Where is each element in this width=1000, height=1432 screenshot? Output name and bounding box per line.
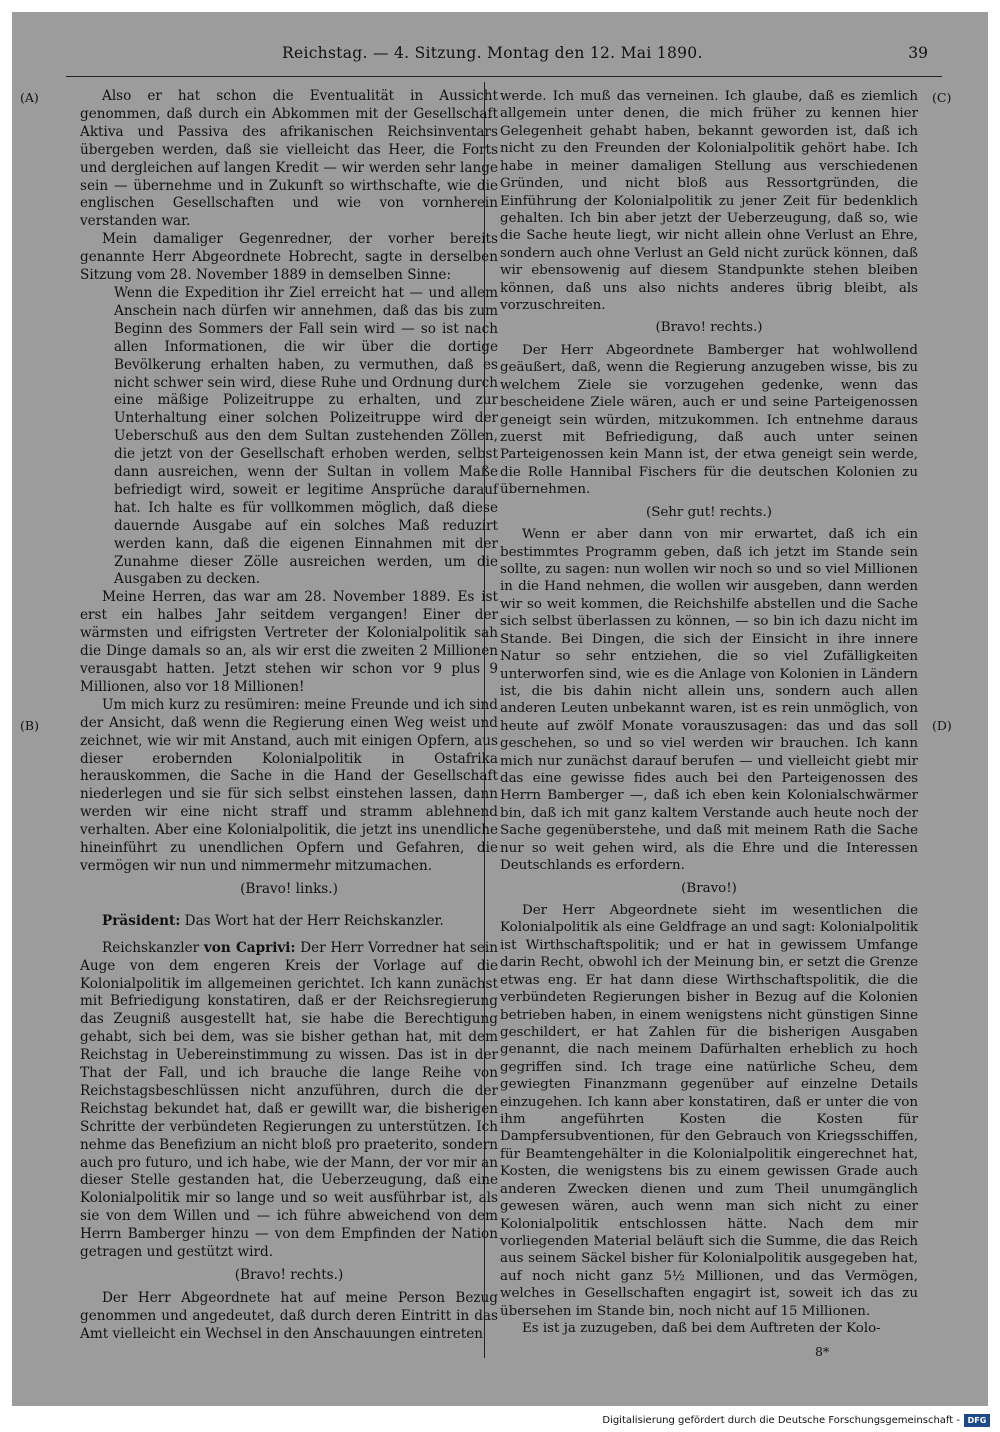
- paragraph: Meine Herren, das war am 28. November 1889. Es ist erst ein halbes Jahr seitdem vergangen! Einer der wärmsten und eifrigsten Vertreter der Kolonialpolitik sah die Dinge damals so an, als wir erst die zweiten 2 Millionen verausgabt hatten. Jetzt stehen wir schon vor 9 plus 9 Millionen, also vor 18 Millionen!: [80, 589, 498, 695]
- paragraph: Der Herr Abgeordnete Bamberger hat wohlwollend geäußert, daß, wenn die Regierung anzugeben wisse, bis zu welchem Ziele sie vorzugehen gedenke, wenn das bescheidene Ziele wären, auch er und seine Parteigenossen geneigt sein würden, mitzukommen. Ich entnehme daraus zuerst mit Befriedigung, daß auch unter seinen Parteigenossen kein Mann ist, der etwa geneigt sein werde, die Rolle Hannibal Fischers für die deutschen Kolonien zu übernehmen.: [500, 342, 918, 498]
- paragraph: Der Herr Abgeordnete hat auf meine Person Bezug genommen und angedeutet, daß durch deren Eintritt in das Amt vielleicht ein Wechsel in den Anschauungen eintreten: [80, 1289, 498, 1342]
- block-quote: Wenn die Expedition ihr Ziel erreicht hat — und allem Anschein nach dürfen wir annehmen, daß das bis zum Beginn des Sommers der Fall sein wird — so ist nach allen Informationen, die wir über die dortige Bevölkerung erhalten haben, zu vermuthen, daß es nicht schwer sein wird, diese Ruhe und Ordnung durch eine mäßige Polizeitruppe zu erhalten, und zur Unterhaltung einer solchen Polizeitruppe wird der Ueberschuß aus den dem Sultan zustehenden Zöllen, die jetzt von der Gesellschaft erhoben werden, selbst dann ausreichen, wenn der Sultan in vollem Maße befriedigt wird, soweit er legitime Ansprüche darauf hat. Ich halte es für vollkommen möglich, daß diese dauernde Ausgabe auf ein solches Maß reduzirt werden kann, daß die eigenen Einnahmen mit der Zunahme dieser Zölle ausreichen werden, um die Ausgaben zu decken.: [114, 284, 498, 588]
- funding-note: Digitalisierung gefördert durch die Deutsche Forschungsgemeinschaft -: [602, 1415, 960, 1426]
- paragraph: Also er hat schon die Eventualität in Aussicht genommen, daß durch ein Abkommen mit der Gesellschaft Aktiva und Passiva des afrikanischen Reichsinventars übergeben werden, daß sie vielleicht das Heer, die Forts und dergleichen auf langen Kredit — wir werden sehr lange sein — übernehme und in Zukunft so wirthschafte, wie die englischen Gesellschaften und wie von vornherein verstanden war.: [80, 88, 498, 230]
- margin-marker-c: (C): [932, 90, 952, 105]
- footer: [0, 1412, 1000, 1432]
- president-statement: [80, 913, 498, 931]
- right-column: [500, 88, 918, 1338]
- dfg-logo: DFG: [964, 1414, 990, 1427]
- page-number: 39: [908, 44, 928, 62]
- paragraph: Mein damaliger Gegenredner, der vorher bereits genannte Herr Abgeordnete Hobrecht, sagte in derselben Sitzung vom 28. November 1889 in demselben Sinne:: [80, 231, 498, 284]
- paragraph: Wenn er aber dann von mir erwartet, daß ich ein bestimmtes Programm geben, daß ich jetzt im Stande sein sollte, zu sagen: nun wollen wir noch so und so viel Millionen in die Hand nehmen, die wollen wir ausgeben, dann werden wir so weit kommen, die Reichshilfe abstellen und die Sache sich selbst überlassen zu können, — so bin ich dazu nicht im Stande. Bei Dingen, die sich der Einsicht in ihre innere Natur so sehr entziehen, die so viel Zufälligkeiten unterworfen sind, wie es die Anlage von Kolonien in Ländern ist, die bis dahin nicht allein uns, sondern auch allen anderen Leuten unbekannt waren, ist es rein unmöglich, von heute auf zwölf Monate vorauszusagen: das und das soll geschehen, so und so viel werden wir brauchen. Ich kann mich nur zunächst darauf berufen — und vielleicht giebt mir das eine gewisse fides auch bei den Parteigenossen des Herrn Bamberger —, daß ich eben kein Kolonialschwärmer bin, daß ich mit ganz kaltem Verstande auch heute noch der Sache gegenüberstehe, und daß mit meinem Rath die Sache nur so weit gehen wird, als die Ehre und die Interessen Deutschlands es erfordern.: [500, 527, 918, 874]
- scanned-page: [12, 12, 988, 1406]
- speech-text: Der Herr Vorredner hat sein Auge von dem engeren Kreis der Vorlage auf die Kolonialpolitik im allgemeinen gerichtet. Ich kann zunächst mit Befriedigung konstatiren, daß er der Reichsregierung das Zeugniß ausgestellt hat, sie habe die Berechtigung gehabt, sich bei dem, was sie bisher gethan hat, mit dem Reichstag in Uebereinstimmung zu wissen. Das ist in der That der Fall, und ich brauche die lange Reihe von Reichstagsbeschlüssen nicht anzuführen, durch die der Reichstag bekundet hat, daß er gewillt war, die bisherigen Schritte der verbündeten Regierungen zu unterstützen. Ich nehme das Benefizium an nicht bloß pro praeterito, sondern auch pro futuro, und ich habe, wie der Mann, der vor mir an dieser Stelle gestanden hat, die Ueberzeugung, daß eine Kolonialpolitik mir so lange und so weit ausführbar ist, als sie von dem Willen und — ich führe abweichend von dem Herrn Bamberger hinzu — von dem Empfinden der Nation getragen und gestützt wird.: [80, 939, 498, 1261]
- speaker-name: von Caprivi:: [203, 939, 296, 956]
- margin-marker-a: (A): [20, 90, 39, 105]
- page-header: [12, 42, 988, 66]
- speaker-label: Präsident:: [102, 912, 181, 929]
- margin-marker-d: (D): [932, 718, 952, 733]
- signature-mark: 8*: [815, 1344, 830, 1359]
- applause-note: (Bravo!): [681, 880, 737, 896]
- applause-note: (Bravo! rechts.): [234, 1267, 344, 1283]
- chancellor-statement: [80, 940, 498, 1262]
- speech-text: Das Wort hat der Herr Reichskanzler.: [180, 912, 444, 929]
- paragraph: Der Herr Abgeordnete sieht im wesentlichen die Kolonialpolitik als eine Geldfrage an und sagt: Kolonialpolitik ist Wirthschaftspolitik; und er hat in gewissem Umfange darin Recht, obwohl ich der Meinung bin, er setzt die Grenze etwas eng. Er hat dann diese Wirthschaftspolitik, die die verbündeten Regierungen bisher in Bezug auf die Kolonien betrieben haben, in einem wenigstens nicht günstigen Sinne geschildert, er hat Zahlen für die bisherigen Ausgaben genannt, die nach meinem Dafürhalten erheblich zu hoch gegriffen sind. Ich trage eine natürliche Scheu, dem gewiegten Finanzmann gegenüber auf einzelne Details einzugehen. Ich kann aber konstatiren, daß er unter die von ihm angeführten Kosten die Kosten für Dampfersubventionen, für den Gebrauch von Kriegsschiffen, für Beamtengehälter in die Kolonialpolitik eingerechnet hat, Kosten, die wenigstens bis zu einem gewissen Grade auch anderen Zwecken dienen und zum Theil unumgänglich gewesen wären, auch wenn man sich nicht zu einer Kolonialpolitik entschlossen hätte. Nach dem mir vorliegenden Material beläuft sich die Summe, die das Reich aus seinem Säckel bisher für Kolonialpolitik ausgegeben hat, auf noch nicht ganz 5½ Millionen, und das Vermögen, welches in Gesellschaften engagirt ist, soweit ich das zu übersehen im Stande bin, noch nicht auf 15 Millionen.: [500, 902, 918, 1319]
- left-column: [80, 88, 498, 1344]
- running-head: Reichstag. — 4. Sitzung. Montag den 12. Mai 1890.: [282, 44, 703, 62]
- paragraph: Um mich kurz zu resümiren: meine Freunde und ich sind der Ansicht, daß wenn die Regierung einen Weg weist und zeichnet, wie wir mit Anstand, auch mit einigen Opfern, aus dieser erobernden Kolonialpolitik in Ostafrika herauskommen, die Sache in die Hand der Gesellschaft niederlegen und sie für sich selbst einstehen lassen, dann werden wir eine nicht straff und stramm ablehnend verhalten. Aber eine Kolonialpolitik, die jetzt ins unendliche hineinführt zu unendlichen Opfern und Gefahren, die vermögen wir nun und nimmermehr mitzumachen.: [80, 696, 498, 874]
- margin-marker-b: (B): [20, 718, 39, 733]
- applause-note: (Bravo! rechts.): [655, 320, 763, 336]
- applause-note: (Sehr gut! rechts.): [645, 504, 772, 520]
- applause-note: (Bravo! links.): [240, 880, 338, 897]
- speaker-title: Reichskanzler: [102, 939, 204, 956]
- paragraph: Es ist ja zuzugeben, daß bei dem Auftreten der Kolo-: [522, 1321, 881, 1337]
- header-rule: [66, 76, 942, 77]
- paragraph: werde. Ich muß das verneinen. Ich glaube, daß es ziemlich allgemein unter denen, die mich früher zu kennen hier Gelegenheit gehabt haben, bekannt geworden ist, daß ich nicht zu den Freunden der Kolonialpolitik gehört habe. Ich habe in meiner damaligen Stellung aus verschiedenen Gründen, und nicht bloß aus Ressortgründen, die Einführung der Kolonialpolitik zu jener Zeit für bedenklich gehalten. Ich bin aber jetzt der Ueberzeugung, daß so, wie die Sache heute liegt, wir nicht allein ohne Verlust an Ehre, sondern auch ohne Verlust an Geld nicht zurück können, daß wir ebensowenig auf diesem Standpunkte stehen bleiben können, daß uns also nichts anderes übrig bleibt, als vorzuschreiten.: [500, 89, 918, 314]
